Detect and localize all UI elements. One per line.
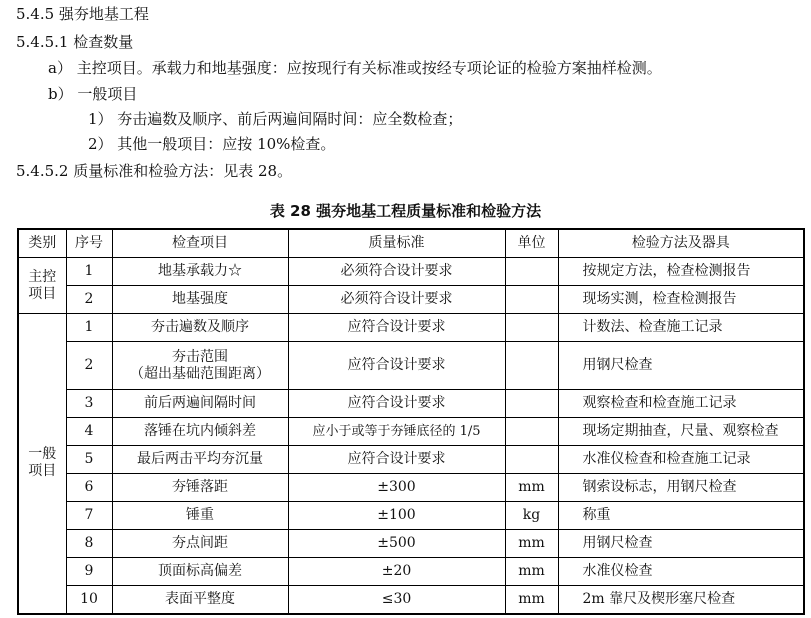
table-row [18, 258, 804, 286]
cell-method: 水准仪检查和检查施工记录 [558, 446, 804, 474]
subsection-inspection-quantity: 5.4.5.1 检查数量 [16, 33, 134, 51]
cell-method: 用钢尺检查 [558, 530, 804, 558]
cell-standard: ±300 [288, 474, 505, 502]
cell-item: 地基承载力☆ [112, 258, 288, 286]
table-row [18, 390, 804, 418]
cell-method: 钢索设标志，用钢尺检查 [558, 474, 804, 502]
cell-unit [505, 446, 558, 474]
cell-no: 1 [66, 258, 112, 286]
table-header-row [18, 229, 804, 258]
cell-item: 夯点间距 [112, 530, 288, 558]
table-row [18, 314, 804, 342]
subsection-quality-standard: 5.4.5.2 质量标准和检验方法：见表 28。 [16, 162, 293, 180]
cell-method: 用钢尺检查 [558, 342, 804, 390]
cell-method: 2m 靠尺及楔形塞尺检查 [558, 586, 804, 614]
cell-method: 水准仪检查 [558, 558, 804, 586]
item-a-main-control: a） 主控项目。承载力和地基强度：应按现行有关标准或按经专项论证的检验方案抽样检测。 [48, 59, 662, 77]
header-standard: 质量标准 [288, 229, 505, 258]
table-title: 表 28 强夯地基工程质量标准和检验方法 [269, 202, 542, 220]
cell-method: 计数法、检查施工记录 [558, 314, 804, 342]
cell-item: 夯击遍数及顺序 [112, 314, 288, 342]
item-b1: 1） 夯击遍数及顺序、前后两遍间隔时间：应全数检查； [88, 110, 463, 128]
cell-unit: mm [505, 474, 558, 502]
cell-no: 3 [66, 390, 112, 418]
cell-no: 5 [66, 446, 112, 474]
cell-no: 9 [66, 558, 112, 586]
table-row [18, 502, 804, 530]
cell-unit [505, 286, 558, 314]
table-row [18, 418, 804, 446]
cell-unit: mm [505, 558, 558, 586]
cell-standard: 必须符合设计要求 [288, 258, 505, 286]
cell-item: 表面平整度 [112, 586, 288, 614]
cell-unit [505, 390, 558, 418]
cell-standard: ±100 [288, 502, 505, 530]
cell-method: 按规定方法，检查检测报告 [558, 258, 804, 286]
cell-standard: 应符合设计要求 [288, 390, 505, 418]
table-row [18, 446, 804, 474]
cell-item: 夯击范围 （超出基础范围距离） [112, 342, 288, 390]
cell-standard: ±20 [288, 558, 505, 586]
header-item: 检查项目 [112, 229, 288, 258]
table-row [18, 530, 804, 558]
cell-standard: 应小于或等于夯锤底径的 1/5 [288, 418, 505, 446]
header-method: 检验方法及器具 [558, 229, 804, 258]
cell-no: 7 [66, 502, 112, 530]
section-heading: 5.4.5 强夯地基工程 [16, 5, 149, 23]
cell-item: 落锤在坑内倾斜差 [112, 418, 288, 446]
item-b-general: b） 一般项目 [48, 85, 138, 103]
cell-standard: 应符合设计要求 [288, 446, 505, 474]
group-general: 一般 项目 [18, 314, 66, 614]
cell-item: 夯锤落距 [112, 474, 288, 502]
header-unit: 单位 [505, 229, 558, 258]
item-b2: 2） 其他一般项目：应按 10%检查。 [88, 135, 336, 153]
group-main-control: 主控 项目 [18, 258, 66, 314]
cell-item: 地基强度 [112, 286, 288, 314]
cell-standard: ≤30 [288, 586, 505, 614]
cell-no: 2 [66, 342, 112, 390]
table-row [18, 586, 804, 614]
cell-unit [505, 418, 558, 446]
table-row [18, 286, 804, 314]
cell-item: 顶面标高偏差 [112, 558, 288, 586]
cell-unit: mm [505, 586, 558, 614]
cell-item: 锤重 [112, 502, 288, 530]
table-row [18, 474, 804, 502]
cell-no: 4 [66, 418, 112, 446]
cell-no: 1 [66, 314, 112, 342]
cell-no: 8 [66, 530, 112, 558]
header-no: 序号 [66, 229, 112, 258]
cell-no: 6 [66, 474, 112, 502]
cell-standard: 应符合设计要求 [288, 314, 505, 342]
quality-standard-table [17, 228, 805, 615]
table-row [18, 342, 804, 390]
cell-unit: kg [505, 502, 558, 530]
cell-standard: ±500 [288, 530, 505, 558]
cell-no: 10 [66, 586, 112, 614]
cell-unit [505, 314, 558, 342]
cell-unit [505, 258, 558, 286]
cell-item: 前后两遍间隔时间 [112, 390, 288, 418]
cell-no: 2 [66, 286, 112, 314]
cell-method: 现场定期抽查，尺量、观察检查 [558, 418, 804, 446]
header-category: 类别 [18, 229, 66, 258]
cell-item: 最后两击平均夯沉量 [112, 446, 288, 474]
cell-unit [505, 342, 558, 390]
cell-unit: mm [505, 530, 558, 558]
cell-standard: 必须符合设计要求 [288, 286, 505, 314]
cell-method: 观察检查和检查施工记录 [558, 390, 804, 418]
cell-standard: 应符合设计要求 [288, 342, 505, 390]
cell-method: 称重 [558, 502, 804, 530]
table-row [18, 558, 804, 586]
cell-method: 现场实测，检查检测报告 [558, 286, 804, 314]
